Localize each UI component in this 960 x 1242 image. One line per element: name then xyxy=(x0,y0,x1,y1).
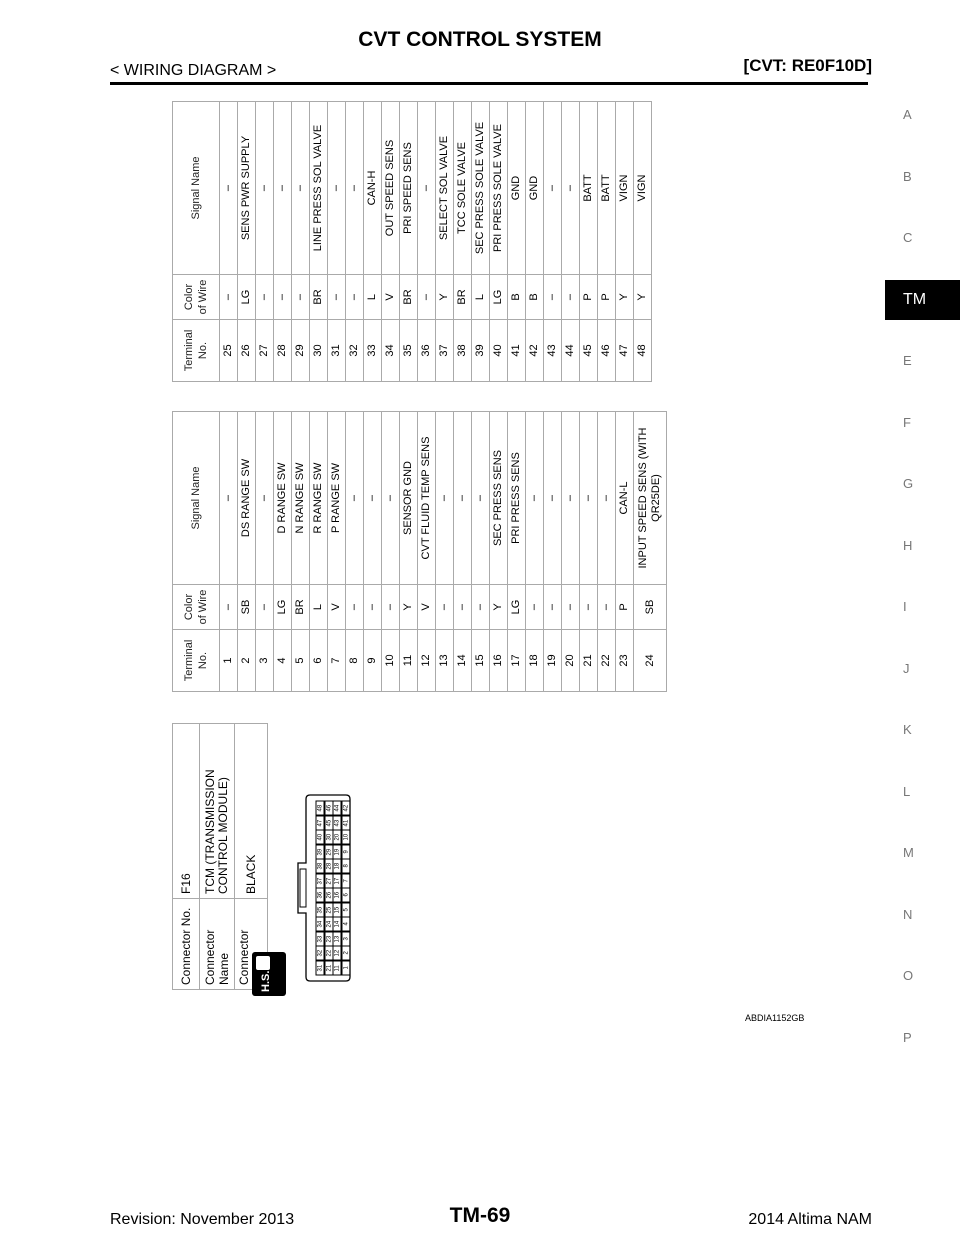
wire-color: – xyxy=(382,585,400,630)
connector-name: TCM (TRANSMISSION CONTROL MODULE) xyxy=(200,724,235,899)
terminal-no: 13 xyxy=(436,630,454,692)
terminal-no: 3 xyxy=(256,630,274,692)
section-tab-j[interactable]: J xyxy=(903,660,910,676)
table-row xyxy=(490,102,508,382)
signal-name: N RANGE SW xyxy=(292,412,310,585)
terminal-no: 8 xyxy=(346,630,364,692)
signal-name: PRI PRESS SOLE VALVE xyxy=(490,102,508,275)
terminal-no: 24 xyxy=(634,630,667,692)
wire-color: – xyxy=(562,585,580,630)
terminal-no: 28 xyxy=(274,320,292,382)
table-row xyxy=(328,412,346,692)
signal-name: – xyxy=(292,102,310,275)
table-row xyxy=(292,102,310,382)
terminal-no: 40 xyxy=(490,320,508,382)
connector-pin: 10 xyxy=(342,830,351,845)
signal-name: – xyxy=(436,412,454,585)
wire-color: V xyxy=(328,585,346,630)
terminal-no: 26 xyxy=(238,320,256,382)
terminal-no: 2 xyxy=(238,630,256,692)
connector-pin: 38 xyxy=(316,859,325,874)
table-row xyxy=(328,102,346,382)
wire-color: B xyxy=(526,275,544,320)
table-row xyxy=(400,412,418,692)
table-header-row xyxy=(173,412,220,692)
section-tab-a[interactable]: A xyxy=(903,107,912,122)
table-row xyxy=(454,412,472,692)
connector-no-label: Connector No. xyxy=(173,899,200,990)
terminal-no: 41 xyxy=(508,320,526,382)
wire-color: – xyxy=(454,585,472,630)
wire-color: – xyxy=(274,275,292,320)
table-row xyxy=(364,102,382,382)
wire-color: – xyxy=(292,275,310,320)
table-row xyxy=(418,412,436,692)
wire-color: LG xyxy=(274,585,292,630)
connector-pin: 44 xyxy=(333,801,342,816)
table-row xyxy=(634,412,667,692)
signal-name: GND xyxy=(526,102,544,275)
signal-name: PRI SPEED SENS xyxy=(400,102,418,275)
table-row xyxy=(508,412,526,692)
terminal-no: 11 xyxy=(400,630,418,692)
terminal-no: 45 xyxy=(580,320,598,382)
connector-pin: 47 xyxy=(316,816,325,831)
connector-pin: 24 xyxy=(325,917,334,932)
terminal-no: 21 xyxy=(580,630,598,692)
signal-name: BATT xyxy=(580,102,598,275)
connector-pin: 15 xyxy=(333,903,342,918)
signal-name: INPUT SPEED SENS (WITH QR25DE) xyxy=(634,412,667,585)
section-tab-l[interactable]: L xyxy=(903,783,911,799)
wire-color: – xyxy=(580,585,598,630)
wire-color: LG xyxy=(238,275,256,320)
connector-pin: 20 xyxy=(333,830,342,845)
signal-name: – xyxy=(598,412,616,585)
table-row xyxy=(616,102,634,382)
wire-color: – xyxy=(418,275,436,320)
revision-date: Revision: November 2013 xyxy=(110,1211,295,1228)
section-tab-h[interactable]: H xyxy=(903,537,913,553)
wire-color: Y xyxy=(436,275,454,320)
connector-pin: 31 xyxy=(316,961,325,976)
model-label: [CVT: RE0F10D] xyxy=(743,56,872,75)
signal-name: LINE PRESS SOL VALVE xyxy=(310,102,328,275)
pin-grid xyxy=(316,801,350,975)
terminal-no: 33 xyxy=(364,320,382,382)
wire-color: – xyxy=(256,585,274,630)
connector-name-label: Connector Name xyxy=(200,899,235,990)
terminal-no: 32 xyxy=(346,320,364,382)
signal-name: CAN-L xyxy=(616,412,634,585)
terminal-no: 7 xyxy=(328,630,346,692)
connector-pin: 25 xyxy=(325,903,334,918)
terminal-no: 12 xyxy=(418,630,436,692)
terminal-no: 23 xyxy=(616,630,634,692)
terminal-table-2 xyxy=(172,101,652,382)
terminal-table-1 xyxy=(172,411,667,692)
wire-color: – xyxy=(544,275,562,320)
terminal-no: 29 xyxy=(292,320,310,382)
signal-name: – xyxy=(220,102,238,275)
signal-name: CAN-H xyxy=(364,102,382,275)
section-label: < WIRING DIAGRAM > xyxy=(110,62,277,79)
connector-pin: 3 xyxy=(342,932,351,947)
terminal-no: 25 xyxy=(220,320,238,382)
wire-color: P xyxy=(580,275,598,320)
section-tab-tm[interactable]: TM xyxy=(885,280,960,320)
table-row xyxy=(526,102,544,382)
signal-name: – xyxy=(580,412,598,585)
signal-name: – xyxy=(346,412,364,585)
section-tab-p[interactable]: P xyxy=(903,1029,912,1045)
section-tab-o[interactable]: O xyxy=(903,968,914,983)
table-row xyxy=(346,102,364,382)
signal-name: – xyxy=(346,102,364,275)
terminal-no: 47 xyxy=(616,320,634,382)
signal-name: CVT FLUID TEMP SENS xyxy=(418,412,436,585)
header-signal: Signal Name xyxy=(173,102,220,275)
wire-color: Y xyxy=(400,585,418,630)
header-terminal: Terminal No. xyxy=(173,320,220,382)
connector-pin: 46 xyxy=(325,801,334,816)
table-row xyxy=(256,102,274,382)
table-row xyxy=(598,102,616,382)
wire-color: – xyxy=(256,275,274,320)
page-title: CVT CONTROL SYSTEM xyxy=(358,28,602,51)
wire-color: – xyxy=(220,275,238,320)
terminal-no: 37 xyxy=(436,320,454,382)
terminal-no: 17 xyxy=(508,630,526,692)
signal-name: – xyxy=(454,412,472,585)
wire-color: – xyxy=(562,275,580,320)
wire-color: B xyxy=(508,275,526,320)
wire-color: P xyxy=(616,585,634,630)
terminal-no: 27 xyxy=(256,320,274,382)
wire-color: – xyxy=(598,585,616,630)
connector-pin: 39 xyxy=(316,845,325,860)
table-row xyxy=(436,412,454,692)
connector-pin: 7 xyxy=(342,874,351,889)
signal-name: D RANGE SW xyxy=(274,412,292,585)
hs-label: H.S. xyxy=(260,970,272,992)
table-row xyxy=(238,412,256,692)
section-tab-k[interactable]: K xyxy=(903,722,912,737)
connector-pin: 45 xyxy=(325,816,334,831)
signal-name: – xyxy=(220,412,238,585)
connector-pin: 14 xyxy=(333,917,342,932)
terminal-no: 31 xyxy=(328,320,346,382)
signal-name: OUT SPEED SENS xyxy=(382,102,400,275)
connector-no: F16 xyxy=(173,724,200,899)
connector-pin: 4 xyxy=(342,917,351,932)
signal-name: – xyxy=(562,102,580,275)
section-tab-c[interactable]: C xyxy=(903,230,913,245)
terminal-no: 14 xyxy=(454,630,472,692)
connector-color-label: Connector xyxy=(235,899,268,990)
terminal-no: 16 xyxy=(490,630,508,692)
table-row xyxy=(274,102,292,382)
connector-pin: 42 xyxy=(342,801,351,816)
signal-name: SELECT SOL VALVE xyxy=(436,102,454,275)
table-row xyxy=(616,412,634,692)
wire-color: Y xyxy=(634,275,652,320)
terminal-no: 20 xyxy=(562,630,580,692)
header-color: Color of Wire xyxy=(173,275,220,320)
connector-pin: 26 xyxy=(325,888,334,903)
signal-name: PRI PRESS SENS xyxy=(508,412,526,585)
header-terminal: Terminal No. xyxy=(173,630,220,692)
signal-name: P RANGE SW xyxy=(328,412,346,585)
connector-pin: 32 xyxy=(316,946,325,961)
connector-pin: 40 xyxy=(316,830,325,845)
wire-color: – xyxy=(544,585,562,630)
connector-pin: 17 xyxy=(333,874,342,889)
terminal-no: 18 xyxy=(526,630,544,692)
terminal-no: 5 xyxy=(292,630,310,692)
connector-pin: 13 xyxy=(333,932,342,947)
signal-name: – xyxy=(274,102,292,275)
signal-name: BATT xyxy=(598,102,616,275)
connector-pin: 48 xyxy=(316,801,325,816)
wire-color: V xyxy=(418,585,436,630)
table-row xyxy=(454,102,472,382)
hs-badge xyxy=(252,952,286,996)
terminal-no: 4 xyxy=(274,630,292,692)
table-row xyxy=(346,412,364,692)
connector-pin: 9 xyxy=(342,845,351,860)
wire-color: – xyxy=(346,585,364,630)
connector-pin: 21 xyxy=(325,961,334,976)
wire-color: – xyxy=(364,585,382,630)
wire-color: – xyxy=(220,585,238,630)
signal-name: VIGN xyxy=(616,102,634,275)
connector-pin: 19 xyxy=(333,845,342,860)
section-tab-b[interactable]: B xyxy=(903,168,912,184)
table-row xyxy=(400,102,418,382)
header-signal: Signal Name xyxy=(173,412,220,585)
table-row xyxy=(562,412,580,692)
table-row xyxy=(490,412,508,692)
section-tab-m[interactable]: M xyxy=(903,845,914,860)
signal-name: – xyxy=(418,102,436,275)
signal-name: – xyxy=(544,102,562,275)
connector-pin: 8 xyxy=(342,859,351,874)
signal-name: – xyxy=(562,412,580,585)
connector-pin: 1 xyxy=(342,961,351,976)
wire-color: LG xyxy=(490,275,508,320)
signal-name: – xyxy=(472,412,490,585)
table-row xyxy=(472,412,490,692)
page-number: TM-69 xyxy=(449,1204,511,1227)
terminal-no: 43 xyxy=(544,320,562,382)
terminal-no: 10 xyxy=(382,630,400,692)
section-tab-f[interactable]: F xyxy=(903,414,911,430)
wire-color: BR xyxy=(454,275,472,320)
table-row xyxy=(472,102,490,382)
connector-pin: 33 xyxy=(316,932,325,947)
table-row xyxy=(310,102,328,382)
connector-pin: 36 xyxy=(316,888,325,903)
table-row xyxy=(364,412,382,692)
terminal-no: 19 xyxy=(544,630,562,692)
wire-color: Y xyxy=(616,275,634,320)
wire-color: – xyxy=(526,585,544,630)
table-row xyxy=(580,102,598,382)
connector-pin: 43 xyxy=(333,816,342,831)
table-row xyxy=(508,102,526,382)
signal-name: R RANGE SW xyxy=(310,412,328,585)
table-row xyxy=(220,412,238,692)
section-tab-n[interactable]: N xyxy=(903,906,913,922)
table-row xyxy=(238,102,256,382)
terminal-no: 42 xyxy=(526,320,544,382)
connector-pin: 28 xyxy=(325,859,334,874)
table-row xyxy=(310,412,328,692)
terminal-no: 35 xyxy=(400,320,418,382)
signal-name: – xyxy=(256,102,274,275)
connector-pin: 23 xyxy=(325,932,334,947)
connector-pin: 22 xyxy=(325,946,334,961)
table-row xyxy=(382,102,400,382)
wire-color: P xyxy=(598,275,616,320)
wire-color: SB xyxy=(634,585,667,630)
table-row xyxy=(544,412,562,692)
connector-pin: 6 xyxy=(342,888,351,903)
wire-color: – xyxy=(472,585,490,630)
wire-color: BR xyxy=(310,275,328,320)
connector-pin: 11 xyxy=(333,961,342,976)
wire-color: SB xyxy=(238,585,256,630)
connector-pin: 27 xyxy=(325,874,334,889)
signal-name: SENS PWR SUPPLY xyxy=(238,102,256,275)
signal-name: DS RANGE SW xyxy=(238,412,256,585)
wire-color: L xyxy=(310,585,328,630)
signal-name: SENSOR GND xyxy=(400,412,418,585)
table-row xyxy=(382,412,400,692)
wire-color: LG xyxy=(508,585,526,630)
signal-name: GND xyxy=(508,102,526,275)
table-row xyxy=(256,412,274,692)
wire-color: L xyxy=(364,275,382,320)
wire-color: – xyxy=(346,275,364,320)
terminal-no: 34 xyxy=(382,320,400,382)
connector-pin: 30 xyxy=(325,830,334,845)
connector-pin: 2 xyxy=(342,946,351,961)
connector-pin: 12 xyxy=(333,946,342,961)
connector-pin: 37 xyxy=(316,874,325,889)
section-tab-g[interactable]: G xyxy=(903,476,914,491)
table-row xyxy=(220,102,238,382)
signal-name: TCC SOLE VALVE xyxy=(454,102,472,275)
figure-reference: ABDIA1152GB xyxy=(745,1013,805,1023)
connector-pin: 35 xyxy=(316,903,325,918)
terminal-no: 1 xyxy=(220,630,238,692)
connector-pin: 16 xyxy=(333,888,342,903)
terminal-no: 46 xyxy=(598,320,616,382)
signal-name: SEC PRESS SOLE VALVE xyxy=(472,102,490,275)
signal-name: – xyxy=(544,412,562,585)
wire-color: BR xyxy=(292,585,310,630)
signal-name: VIGN xyxy=(634,102,652,275)
terminal-no: 44 xyxy=(562,320,580,382)
table-row xyxy=(580,412,598,692)
table-row xyxy=(274,412,292,692)
model-year: 2014 Altima NAM xyxy=(748,1211,872,1228)
signal-name: – xyxy=(382,412,400,585)
connector-pin: 41 xyxy=(342,816,351,831)
table-row xyxy=(544,102,562,382)
signal-name: SEC PRESS SENS xyxy=(490,412,508,585)
wire-color: L xyxy=(472,275,490,320)
section-tab-i[interactable]: I xyxy=(903,599,907,614)
wire-color: BR xyxy=(400,275,418,320)
connector-face xyxy=(296,793,360,983)
connector-pin: 34 xyxy=(316,917,325,932)
table-row xyxy=(436,102,454,382)
signal-name: – xyxy=(364,412,382,585)
wire-color: V xyxy=(382,275,400,320)
table-row xyxy=(598,412,616,692)
table-row xyxy=(526,412,544,692)
terminal-no: 38 xyxy=(454,320,472,382)
table-row xyxy=(418,102,436,382)
table-row xyxy=(562,102,580,382)
connector-pin: 29 xyxy=(325,845,334,860)
signal-name: – xyxy=(328,102,346,275)
table-row xyxy=(292,412,310,692)
table-header-row xyxy=(173,102,220,382)
terminal-no: 15 xyxy=(472,630,490,692)
terminal-no: 39 xyxy=(472,320,490,382)
table-row xyxy=(634,102,652,382)
signal-name: – xyxy=(256,412,274,585)
header-divider xyxy=(110,82,868,85)
connector-pin: 18 xyxy=(333,859,342,874)
terminal-no: 22 xyxy=(598,630,616,692)
wire-color: – xyxy=(436,585,454,630)
signal-name: – xyxy=(526,412,544,585)
terminal-no: 6 xyxy=(310,630,328,692)
hand-icon xyxy=(256,956,270,970)
terminal-no: 9 xyxy=(364,630,382,692)
terminal-no: 30 xyxy=(310,320,328,382)
connector-info xyxy=(172,723,268,990)
connector-color: BLACK xyxy=(235,724,268,899)
connector-pin: 5 xyxy=(342,903,351,918)
wire-color: Y xyxy=(490,585,508,630)
wire-color: – xyxy=(328,275,346,320)
header-color: Color of Wire xyxy=(173,585,220,630)
section-tab-e[interactable]: E xyxy=(903,353,912,368)
terminal-no: 36 xyxy=(418,320,436,382)
terminal-no: 48 xyxy=(634,320,652,382)
